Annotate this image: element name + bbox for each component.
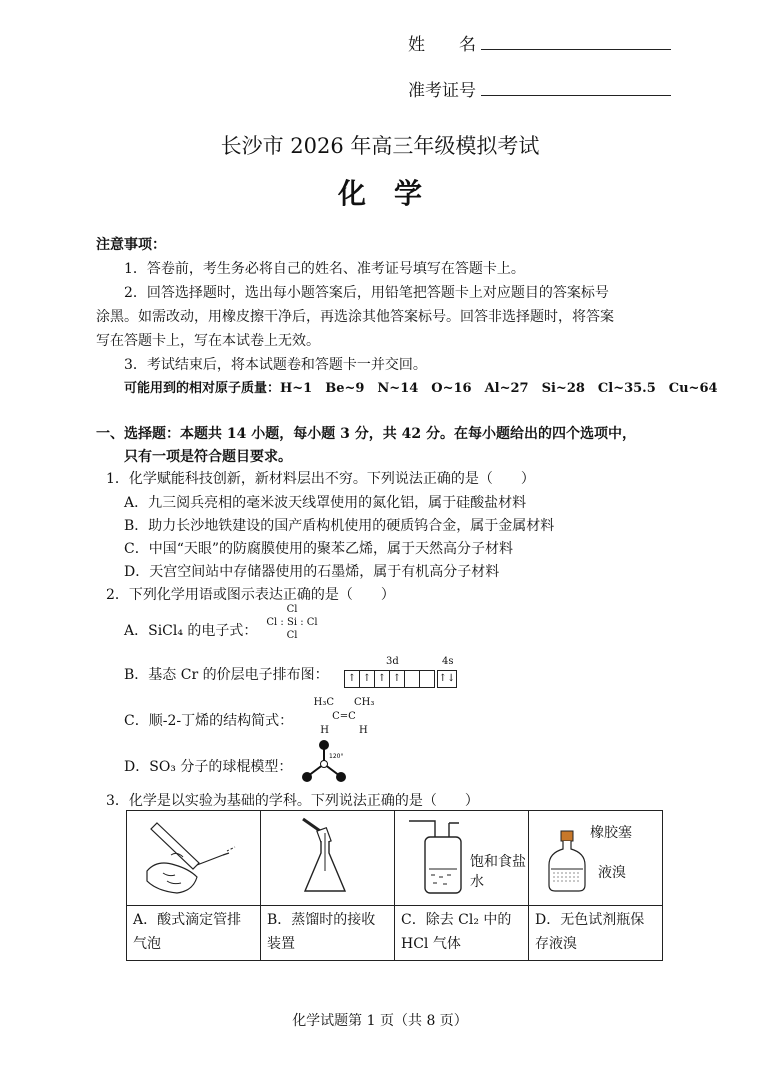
- butene-line3: H H: [320, 725, 368, 736]
- so3-ball-stick-model: [296, 738, 348, 784]
- q1-option-d: D．天宫空间站中存储器使用的石墨烯，属于有机高分子材料: [124, 564, 500, 580]
- label-3d: 3d: [386, 656, 399, 667]
- sicl4-electron-formula: [262, 603, 322, 642]
- label-4s: 4s: [442, 656, 454, 667]
- id-field: [408, 76, 671, 101]
- exp-b-caption: B．蒸馏时的接收装置: [261, 906, 395, 961]
- id-label: 准考证号: [408, 81, 476, 101]
- orbital-4s-box: [438, 668, 457, 688]
- name-label: 姓 名: [408, 35, 476, 55]
- q2-option-d: D．SO₃ 分子的球棍模型：: [124, 759, 293, 775]
- q2-stem: 2．下列化学用语或图示表达正确的是（ ）: [106, 587, 395, 603]
- exam-title: 长沙市 2026 年高三年级模拟考试: [220, 134, 540, 158]
- exp-a-caption: A．酸式滴定管排气泡: [127, 906, 261, 961]
- orbital-box: ↑: [389, 670, 405, 688]
- note-1: 1．答卷前，考生务必将自己的姓名、准考证号填写在答题卡上。: [124, 261, 525, 277]
- q2-option-c: C．顺-2-丁烯的结构简式：: [124, 713, 294, 729]
- section1-line2: 只有一项是符合题目要求。: [124, 449, 292, 465]
- name-blank: [481, 35, 671, 50]
- liquid-bromine-label: 液溴: [598, 865, 626, 881]
- subject-title: 化 学: [337, 177, 422, 210]
- sicl4-mid: Cl : Si : Cl: [266, 617, 318, 628]
- conical-flask-icon: [261, 811, 394, 901]
- q1-option-b: B．助力长沙地铁建设的国产盾构机使用的硬质钨合金，属于金属材料: [124, 518, 555, 534]
- butene-line2: C=C: [332, 711, 356, 722]
- note-2c: 写在答题卡上，写在本试卷上无效。: [96, 333, 320, 349]
- angle-label: 120°: [329, 753, 344, 760]
- q1-option-c: C．中国“天眼”的防腐膜使用的聚苯乙烯，属于天然高分子材料: [124, 541, 514, 557]
- orbital-box: ↑: [359, 670, 375, 688]
- atomic-masses: 可能用到的相对原子质量：H~1 Be~9 N~14 O~16 Al~27 Si~28 Cl~35.5 Cu~64: [124, 381, 718, 396]
- q2-option-a: A．SiCl₄ 的电子式：: [124, 623, 258, 639]
- notes-heading: 注意事项：: [96, 237, 166, 253]
- section1-line1: 一、选择题：本题共 14 小题，每小题 3 分，共 42 分。在每小题给出的四个选项中，: [96, 426, 636, 442]
- orbital-box: [419, 670, 435, 688]
- butene-line1: H₃C CH₃: [313, 697, 375, 708]
- note-3: 3．考试结束后，将本试题卷和答题卡一并交回。: [124, 357, 427, 373]
- id-blank: [481, 81, 671, 96]
- sicl4-top: Cl: [286, 604, 298, 615]
- page-footer: 化学试题第 1 页（共 8 页）: [292, 1013, 468, 1029]
- exp-b-figure: [261, 811, 395, 906]
- rubber-stopper-label: 橡胶塞: [590, 825, 632, 841]
- sicl4-bottom: Cl: [286, 630, 298, 641]
- orbital-box: ↑: [374, 670, 390, 688]
- note-2a: 2．回答选择题时，选出每小题答案后，用铅笔把答题卡上对应题目的答案标号: [124, 285, 609, 301]
- orbital-box: ↑: [344, 670, 360, 688]
- q1-option-a: A．九三阅兵亮相的毫米波天线罩使用的氮化铝，属于硅酸盐材料: [124, 495, 527, 511]
- orbital-3d-boxes: [345, 668, 435, 688]
- exp-a-figure: [127, 811, 261, 906]
- orbital-box-4s: ↑↓: [437, 670, 457, 688]
- exp-c-caption: C．除去 Cl₂ 中的 HCl 气体: [395, 906, 529, 961]
- orbital-box: [404, 670, 420, 688]
- exp-d-caption: D．无色试剂瓶保存液溴: [529, 906, 663, 961]
- note-2b: 涂黑。如需改动，用橡皮擦干净后，再选涂其他答案标号。回答非选择题时，将答案: [96, 309, 614, 325]
- cis-2-butene-formula: [306, 696, 382, 738]
- q2-option-b: B．基态 Cr 的价层电子排布图：: [124, 667, 329, 683]
- q3-stem: 3．化学是以实验为基础的学科。下列说法正确的是（ ）: [106, 793, 479, 809]
- name-field: [408, 30, 671, 55]
- saturated-brine-label: 饱和食盐水: [470, 854, 526, 890]
- experiment-table: [126, 810, 663, 961]
- q1-stem: 1．化学赋能科技创新，新材料层出不穷。下列说法正确的是（ ）: [106, 471, 535, 487]
- burette-hand-icon: [127, 811, 260, 901]
